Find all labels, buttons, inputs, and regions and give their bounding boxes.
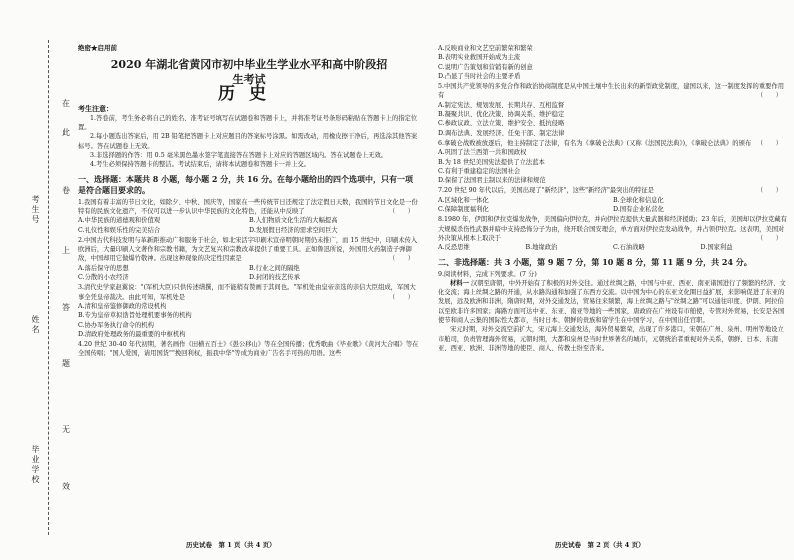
subject-title: 历史 (218, 84, 280, 105)
question-stem: 4.20 世纪 30-40 年代初期，著名画作《田横五百士》《愚公移山》等在全国传播；优秀歌曲《毕业歌》《黄河大合唱》等在全国传唱；"国人爱国，请用国货""挽回利权，振我中华"等成为商业广告名手可热的用语。这些 (78, 341, 419, 358)
gutter-label-exam-number: 考生号 (31, 195, 40, 225)
seal-char: 上 (62, 246, 70, 255)
option: C.分散的小农经济 (78, 274, 129, 282)
material-paragraph: 宋元时期，对外交流空前扩大，宋元海上交通发达，海外贸易繁荣，出现了许多港口，宋朝在广州、泉州、明州等地设立市舶司，负责管理海外贸易，元朝时期，大都和泉州是当时世界著名的城市，元朝统治者重视对外关系，朝鲜、日本、东南亚、西亚、欧洲、非洲等地的使臣、商人、传教士纷至沓来。 (438, 326, 784, 352)
option: B.凝聚共识、优化决策、协调关系、维护稳定 (438, 111, 565, 119)
answer-paren: （ ） (756, 187, 782, 195)
option: C.保障制度福利化 (438, 206, 489, 214)
notice-heading: 考生注意： (78, 103, 113, 113)
material-label: 材料一 (450, 279, 469, 287)
option: D.国有企业私营化 (613, 206, 664, 214)
question-stem: 6.拿破仑战败被放逐后，他主持制定了法律，有名为《拿破仑法典》(又称《法国民法典》)，《拿破仑法典》的颁布 (438, 139, 752, 147)
option: A.落后保守的思想 (78, 264, 129, 272)
left-column (78, 44, 420, 359)
option: B.地缘政治 (525, 244, 558, 252)
page-footer: 历史试卷 第 1 页（共 4 页） (186, 541, 276, 549)
question-stem: 1.我国有着丰富的节日文化，如除夕、中秋、国庆等，国家在一些传统节日还规定了法定假日天数，我国的节日文化是一份特有的民族文化遗产，不仅可以进一步认识中华民族的文化特色，还能从中反映了 (78, 198, 418, 215)
answer-paren: （ ） (388, 207, 414, 215)
question (438, 186, 788, 214)
right-column (438, 44, 788, 353)
question-stem: 8.1980 年，伊朗和伊拉克爆发战争，美国偏向伊拉克，并向伊拉克提供大量武器和经济援助；23 年后，美国却以伊拉克藏有大规模杀伤性武器并暗中支持恐怖分子为由，绕开联合国安理会，单方面对伊拉克发动战争，并占领伊拉克。这表明，美国对外决策从根本上取决于 (438, 216, 787, 242)
question-stem: 5.中国共产党领导的多党合作和政治协商制度是从中国土壤中生长出来的新型政党制度，建国以来，这一制度发挥的重要作用有 (438, 83, 785, 100)
option: D.保留了法国君主制以来的法律和规范 (438, 177, 546, 185)
option: C.说明广告策划和营销有新的创意 (438, 63, 533, 71)
option: B.人们物质文化生活的大幅提高 (249, 217, 338, 225)
option: C.协办军务执行命令的机构 (78, 321, 154, 329)
option: C.参政议政、立法立策、维护安全、抵抗侵略 (438, 120, 565, 128)
option: A.反映商业和文艺空前繁荣和繁荣 (438, 45, 533, 52)
question (78, 198, 420, 235)
material-paragraph (438, 279, 788, 325)
question-stem: 7.20 世纪 90 年代以后，美国出现了"新经济"，这些"新经济"最突出的特征是 (438, 187, 654, 195)
answer-paren: （ ） (388, 255, 414, 263)
option: D.发展假日经济的需求空间巨大 (249, 226, 338, 234)
answer-paren: （ ） (756, 92, 782, 100)
option: A.制定宪法、规划发展、长期共存、互相监督 (438, 101, 565, 109)
binding-line (48, 40, 49, 535)
secret-mark: 绝密★启用前 (78, 44, 117, 52)
option: A.巩固了法兰西第一共和国政权 (438, 149, 527, 157)
seal-char: 卷 (62, 186, 70, 195)
option: A.区域化和一体化 (438, 196, 489, 204)
answer-paren: （ ） (388, 293, 414, 301)
question (438, 82, 788, 138)
exam-title (78, 57, 420, 87)
notice-item: 2.每小题选出答案后，用 2B 铅笔把答题卡上对应题目的答案标号涂黑。如需改动，用橡皮擦干净后，再选涂其他答案标号。答在试题卷上无效。 (78, 133, 418, 150)
option: D.清政府处理政务的最重要的中枢机构 (78, 330, 186, 338)
option: D.调布法典、发展经济、任免干部、制定法律 (438, 129, 565, 137)
seal-char: 题 (62, 359, 70, 368)
answer-paren: （ ） (756, 234, 782, 242)
exam-title-line: 生考试 (232, 73, 266, 87)
option: B.全球化和信息化 (613, 196, 664, 204)
question (78, 236, 420, 282)
option: A.反恐思维 (438, 244, 470, 252)
material-text: 汉朝至唐朝，中外开始有了积极的对外交往。通过丝绸之路，中国与中亚、西亚、南亚诸国进行了频繁的经济、文化交流；海上丝绸之路的开通，从水路沟通和加强了东西方交流。以中国为中心的东亚文化圈日益扩展，来影响促进了东亚的发展，远及欧洲和非洲，隋唐时期，对外交通发达，贸易往来频繁，海上丝绸之路与"丝绸之路"可以通往印度、伊朗、阿拉伯以至欧非许多国家；海路方面可达中亚、东亚、南亚等地的一些国家，唐政府在广州设有市舶使，专管对外贸易，长安是各国使节和商人云集的国际性大都市，当时日本、朝鲜的贵族和留学生在中国学习，在中国出任官职。 (438, 279, 786, 325)
seal-char: 效 (62, 482, 70, 491)
seal-char: 答 (62, 303, 70, 312)
question (438, 270, 788, 354)
question-stem: 2.中国古代科技发明与革新距推动广和服务于社会，如北宋活字印刷术宣帝明朝时期仍未推广，而 15 世纪中，印刷术传入欧洲后，大量印刷人文著作和宗教书籍，为文艺复兴和宗教改革提供了重要工具。正如鲁迅所说，外国用火药制造子弹御敌，中国却用它做爆竹敬神。出现这种现象的决定性因素是 (78, 236, 418, 263)
question (438, 139, 788, 185)
question-stem: 3.清代史学家赵翼说："(军机大臣)只供传述缮撰，而不能稍有赞画于其间也。"军机处由皇帝亲选的亲信大臣组成，军国大事全凭皇帝裁决。由此可知，军机处是 (78, 284, 416, 301)
gutter-label-school: 毕业学校 (31, 445, 40, 485)
option: B.为 18 世纪美国宪法提供了立法蓝本 (438, 158, 545, 166)
seal-char: 无 (62, 425, 70, 434)
right-page (430, 0, 794, 560)
question (438, 215, 788, 252)
notice-item: 3.非选择题的作答：用 0.5 毫米黑色墨水签字笔直接答在答题卡上对应的答题区域内。答在试题卷上无效。 (90, 152, 388, 160)
question (78, 340, 420, 359)
gutter-label-name: 姓名 (31, 315, 40, 335)
option: D.国家利益 (700, 244, 733, 252)
seal-char: 此 (62, 128, 70, 137)
option: D.封闭的技艺传承 (249, 274, 300, 282)
option: D.凸显了当时社会的主要矛盾 (438, 72, 521, 80)
section-heading: 二、非选择题：共 3 小题，第 9 题 7 分，第 10 题 8 分，第 11 题 9 分，共 24 分。 (438, 256, 752, 267)
question (78, 283, 420, 339)
option: B.行业之间的隔绝 (249, 264, 300, 272)
page-footer: 历史试卷 第 2 页（共 4 页） (555, 541, 645, 549)
notice-item: 1.答卷前，考生务必将自己的姓名、准考证号填写在试题卷和答题卡上，并将准考证号条形码粘贴在答题卡上的指定位置。 (78, 114, 418, 132)
option: A.中华民族的道德观和价值观 (78, 217, 161, 225)
option: C.礼仪性和娱乐性的完美结合 (78, 226, 161, 234)
binding-gutter (0, 0, 60, 560)
notice-item: 4.考生必须保持答题卡的整洁。考试结束后，请将本试题卷和答题卡一并上交。 (90, 161, 311, 169)
option: B.专为皇帝草拟诰旨处理机要事务的机构 (78, 312, 192, 320)
option: C.石油战略 (613, 244, 645, 252)
section-heading: 一、选择题：本题共 8 小题，每小题 2 分，共 16 分。在每小题给出的四个选项中，只有一项是符合题目要求的。 (78, 173, 413, 195)
seal-char: 在 (62, 99, 70, 108)
option: B.表明实业救国开始成为主流 (438, 54, 521, 62)
option: C.有利于重建稳定的法国社会 (438, 167, 521, 175)
exam-title-line: 2020 年湖北省黄冈市初中毕业生学业水平和高中阶段招 (110, 58, 388, 72)
answer-paren: （ ） (756, 139, 782, 147)
question-stem: 9.阅读材料，完成下列要求。(7 分) (438, 270, 537, 278)
option: A.清和皇帝鉴修御政的常设机构 (78, 302, 167, 310)
